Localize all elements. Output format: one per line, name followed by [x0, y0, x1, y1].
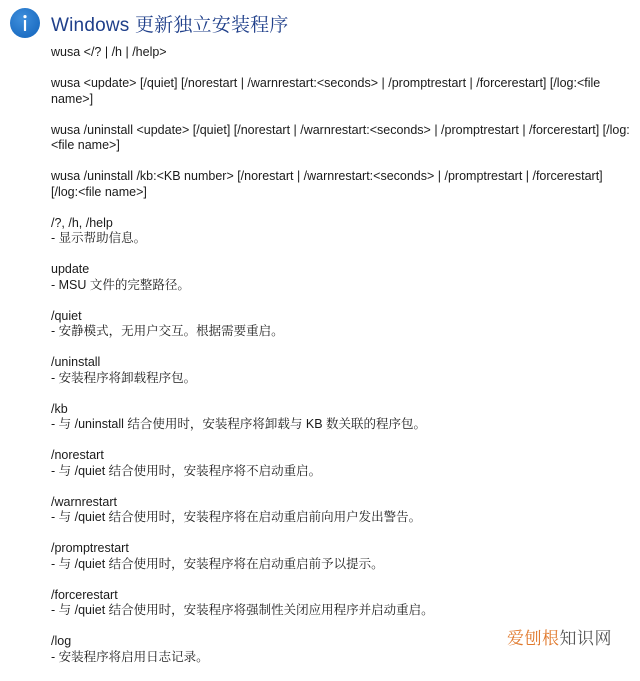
- param-name: /kb: [51, 401, 68, 416]
- syntax-line-help: wusa </? | /h | /help>: [51, 45, 167, 59]
- syntax-line-uninstall-update: wusa /uninstall <update> [/quiet] [/norestart | /warnrestart:<seconds> | /promptrestart | /forcerestart] [/log:<file name>]: [51, 122, 630, 152]
- param-name: /forcerestart: [51, 587, 118, 602]
- param-name: /norestart: [51, 448, 104, 462]
- param-desc: - 与 /quiet 结合使用时，安装程序将强制性关闭应用程序并启动重启。: [51, 603, 434, 617]
- watermark-part2: 知识网: [559, 629, 612, 648]
- param-promptrestart: [51, 541, 631, 572]
- param-desc: - 显示帮助信息。: [51, 231, 147, 245]
- param-desc: - 安装程序将卸载程序包。: [51, 370, 197, 385]
- param-desc: - 与 /quiet 结合使用时，安装程序将在启动重启前予以提示。: [51, 556, 384, 571]
- syntax-line-uninstall-kb: wusa /uninstall /kb:<KB number> [/norestart | /warnrestart:<seconds> | /promptrestart | /forcerestart] [/log:<file name>]: [51, 169, 607, 199]
- param-desc: - 安静模式，无用户交互。根据需要重启。: [51, 324, 284, 338]
- param-warnrestart: [51, 495, 631, 526]
- param-desc: - 与 /quiet 结合使用时，安装程序将不启动重启。: [51, 463, 322, 478]
- watermark: [507, 624, 612, 649]
- param-uninstall: [51, 355, 631, 386]
- dialog-title: Windows 更新独立安装程序: [51, 14, 289, 36]
- dialog-header: [10, 6, 289, 40]
- param-norestart: [51, 448, 631, 479]
- param-name: update: [51, 262, 90, 276]
- info-icon: [10, 8, 40, 38]
- param-name: /log: [51, 634, 72, 648]
- param-desc: - 与 /quiet 结合使用时，安装程序将在启动重启前向用户发出警告。: [51, 510, 422, 524]
- param-desc: - MSU 文件的完整路径。: [51, 277, 190, 292]
- param-kb: [51, 402, 631, 433]
- param-name: /promptrestart: [51, 541, 129, 555]
- param-help: [51, 216, 631, 247]
- param-name: /quiet: [51, 308, 82, 323]
- param-name: /?, /h, /help: [51, 215, 113, 230]
- param-desc: - 安装程序将启用日志记录。: [51, 649, 209, 664]
- param-name: /warnrestart: [51, 494, 117, 509]
- param-forcerestart: [51, 588, 631, 619]
- param-quiet: [51, 309, 631, 340]
- param-name: /uninstall: [51, 355, 101, 369]
- param-update: [51, 262, 631, 293]
- param-desc: - 与 /uninstall 结合使用时，安装程序将卸载与 KB 数关联的程序包。: [51, 417, 427, 431]
- syntax-line-install: wusa <update> [/quiet] [/norestart | /warnrestart:<seconds> | /promptrestart | /forcerestart] [/log:<file name>]: [51, 76, 604, 106]
- watermark-part1: 爱刨根: [507, 629, 560, 648]
- help-content: [51, 45, 631, 681]
